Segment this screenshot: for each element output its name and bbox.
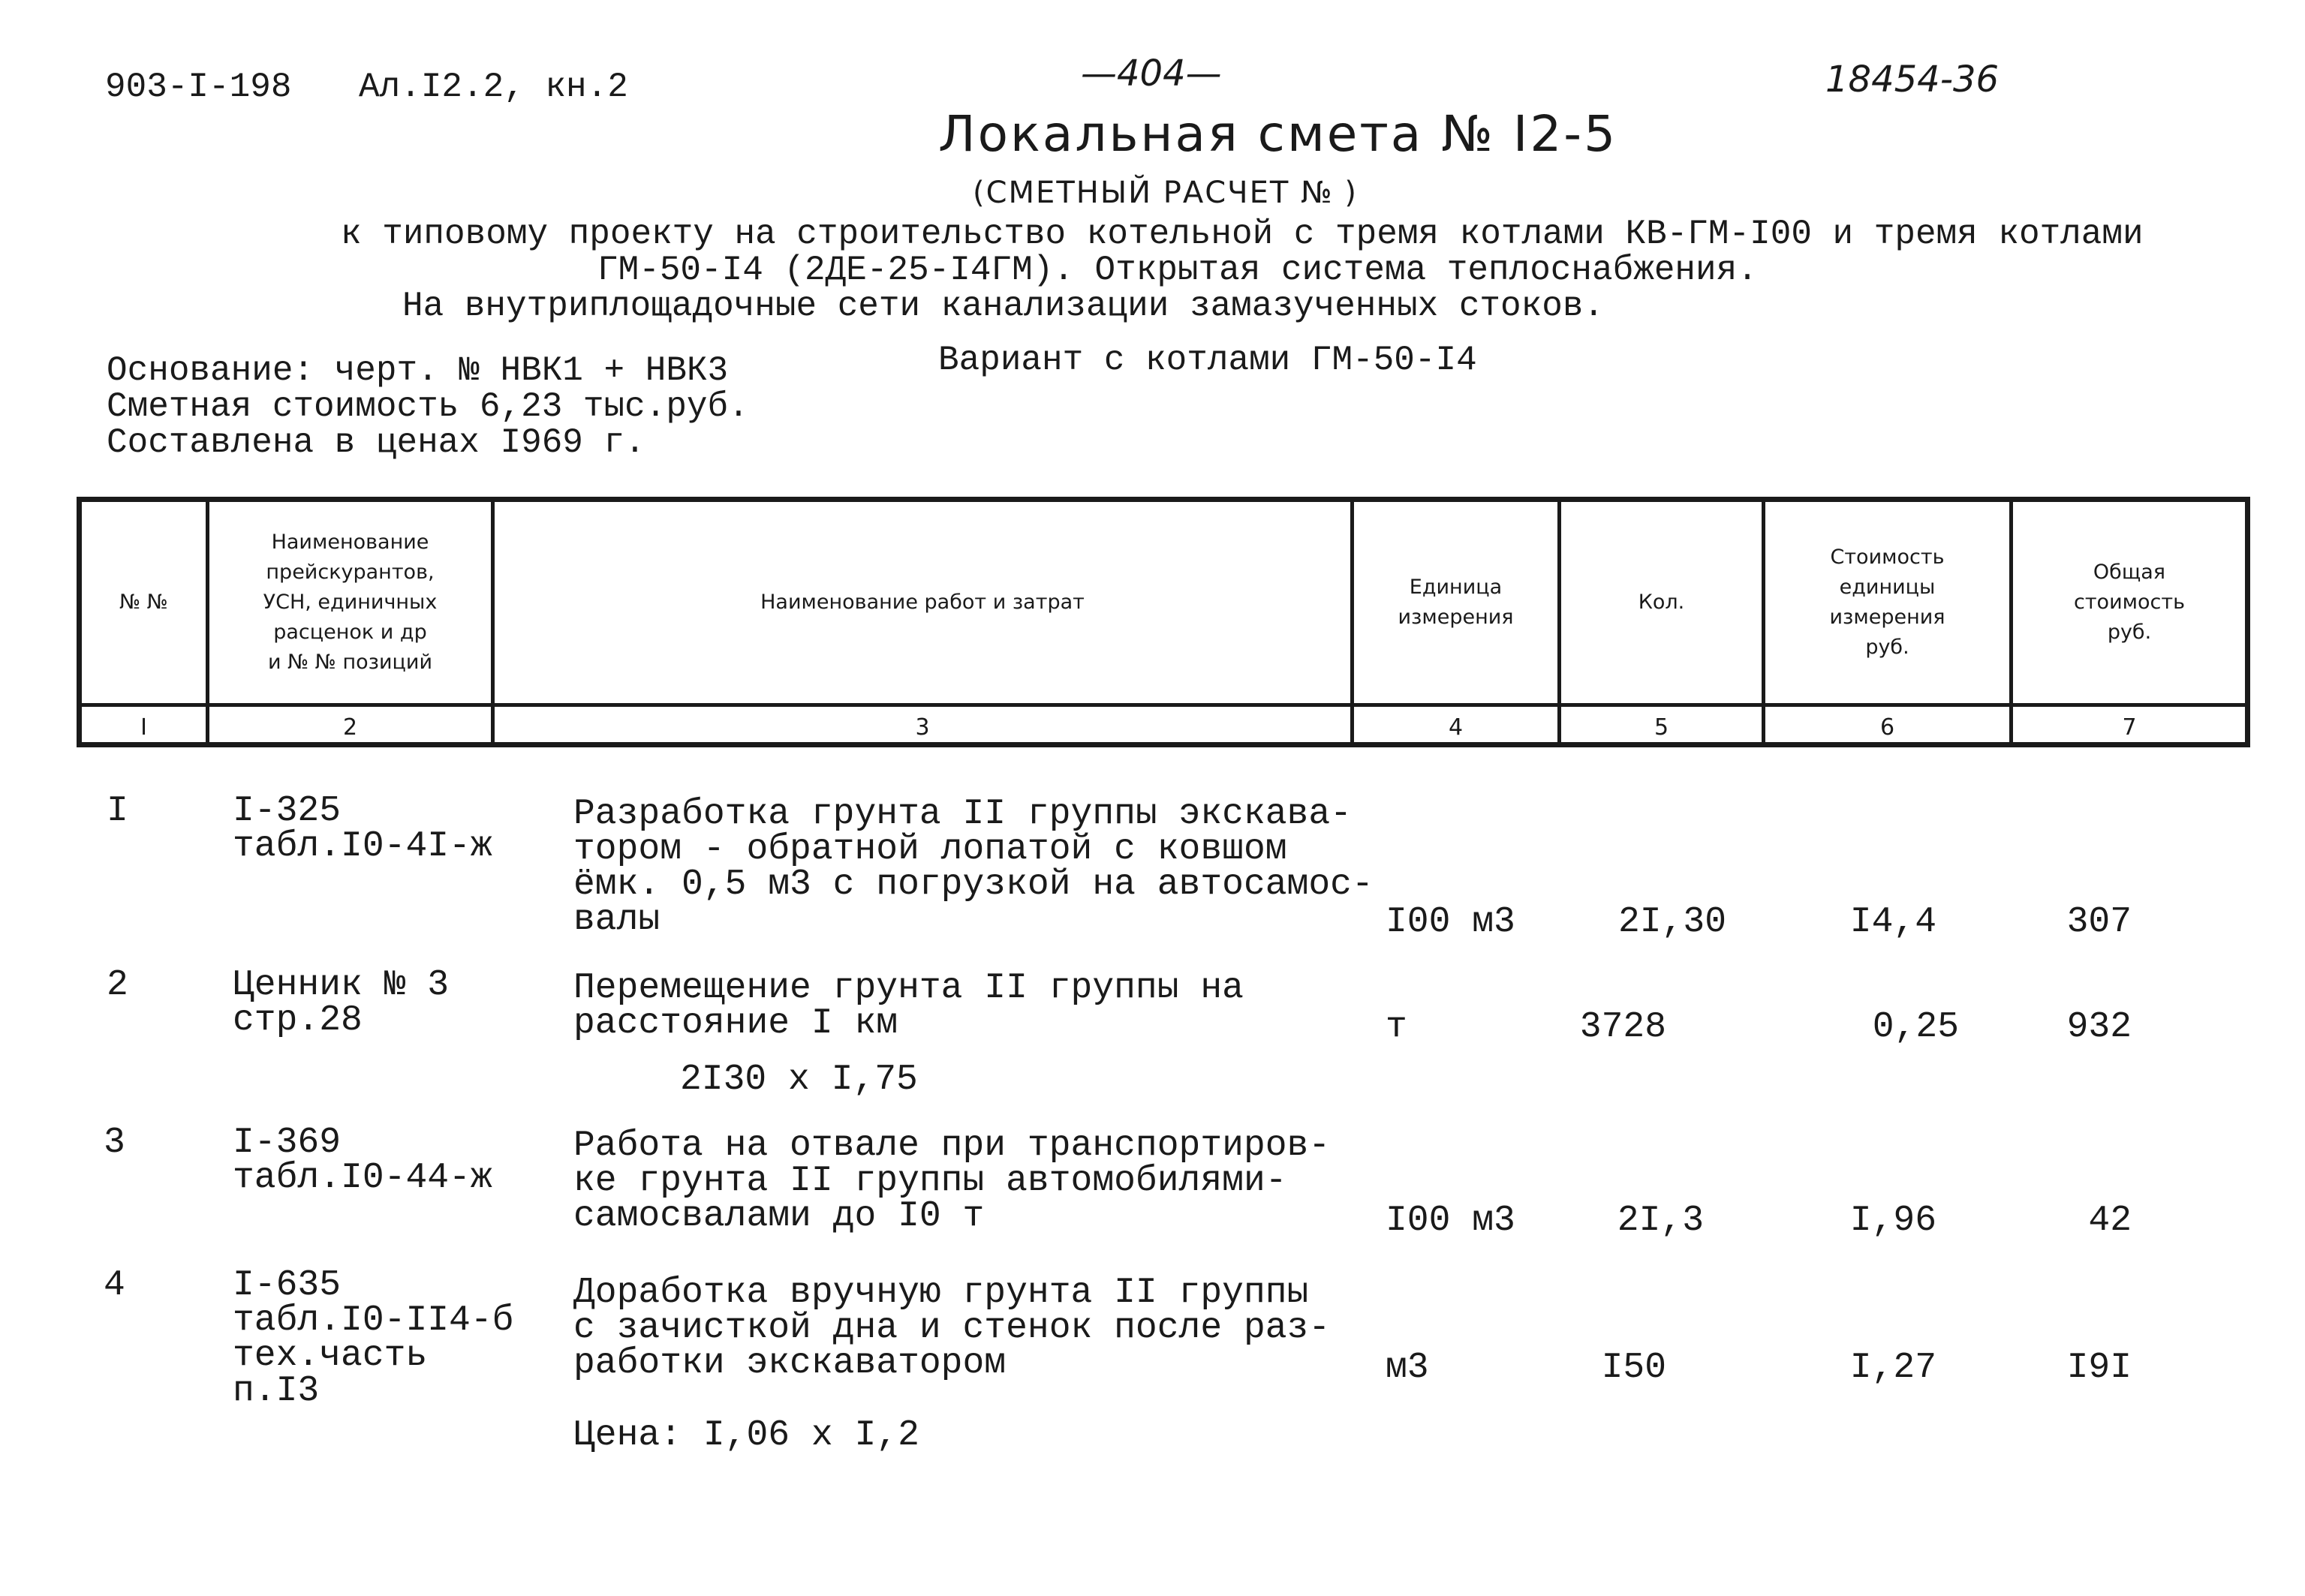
row-1-unit: I00 м3 xyxy=(1386,902,1515,942)
sheet-reference: Ал.I2.2, кн.2 xyxy=(359,68,628,107)
header-quantity: Кол. xyxy=(1638,591,1685,614)
row-3-number: 3 xyxy=(104,1123,125,1163)
header-total-cost: Общая стоимость руб. xyxy=(2073,561,2185,644)
row-2-reference: Ценник № 3 стр.28 xyxy=(233,965,450,1041)
row-4-note: Цена: I,06 х I,2 xyxy=(573,1415,919,1456)
project-description-line-1: к типовому проекту на строительство котельной с тремя котлами КВ-ГМ-I00 и тремя котлами xyxy=(341,215,2144,254)
row-2-total: 932 xyxy=(2066,1007,2132,1047)
row-4-reference: I-635 табл.I0-II4-б тех.часть п.I3 xyxy=(233,1265,514,1411)
basis-line: Основание: черт. № НВК1 + НВК3 xyxy=(107,351,729,390)
header-unit: Единица измерения xyxy=(1398,576,1514,629)
project-description-line-3: На внутриплощадочные сети канализации замазученных стоков. xyxy=(402,287,1605,326)
variant-line: Вариант с котлами ГМ-50-I4 xyxy=(938,341,1477,380)
row-1-quantity: 2I,30 xyxy=(1617,902,1726,942)
row-1-unit-cost: I4,4 xyxy=(1849,902,1936,942)
estimate-subtitle: (СМЕТНЫЙ РАСЧЕТ № ) xyxy=(973,176,1358,210)
column-number-4: 4 xyxy=(1448,714,1464,741)
column-number-7: 7 xyxy=(2122,714,2137,741)
estimate-table-header xyxy=(77,497,2250,747)
row-4-unit-cost: I,27 xyxy=(1849,1348,1936,1388)
row-2-number: 2 xyxy=(107,965,128,1005)
row-2-note: 2I30 х I,75 xyxy=(680,1059,918,1100)
row-4-quantity: I50 xyxy=(1601,1348,1666,1388)
row-1-work: Разработка грунта II группы экскава- тором - обратной лопатой с ковшом ёмк. 0,5 м3 с погрузкой на автосамос- валы xyxy=(573,794,1374,940)
row-3-unit: I00 м3 xyxy=(1386,1201,1515,1241)
row-4-total: I9I xyxy=(2066,1348,2132,1388)
row-4-number: 4 xyxy=(104,1265,125,1306)
column-number-6: 6 xyxy=(1879,714,1895,741)
row-1-total: 307 xyxy=(2066,902,2132,942)
header-unit-cost: Стоимость единицы измерения руб. xyxy=(1829,546,1945,659)
row-3-reference: I-369 табл.I0-44-ж xyxy=(233,1123,492,1198)
row-3-work: Работа на отвале при транспортиров- ке грунта II группы автомобилями- самосвалами до I0 т xyxy=(573,1126,1331,1237)
page-number: —404— xyxy=(1081,53,1222,95)
document-code: 903-I-198 xyxy=(105,68,292,107)
row-3-quantity: 2I,3 xyxy=(1617,1201,1704,1241)
row-2-unit-cost: 0,25 xyxy=(1872,1007,1959,1047)
project-description-line-2: ГМ-50-I4 (2ДЕ-25-I4ГМ). Открытая система теплоснабжения. xyxy=(597,251,1758,290)
row-2-unit: т xyxy=(1386,1007,1407,1047)
column-number-2: 2 xyxy=(342,714,358,741)
header-work-description: Наименование работ и затрат xyxy=(760,591,1085,614)
row-1-number: I xyxy=(107,791,128,831)
row-2-work: Перемещение грунта II группы на расстояние I км xyxy=(573,968,1244,1044)
row-3-unit-cost: I,96 xyxy=(1849,1201,1936,1241)
row-3-total: 42 xyxy=(2088,1201,2132,1241)
header-row-number: № № xyxy=(119,591,168,614)
column-number-3: 3 xyxy=(915,714,930,741)
estimated-cost-line: Сметная стоимость 6,23 тыс.руб. xyxy=(107,387,749,426)
header-price-reference: Наименование прейскурантов, УСН, единичных расценок и др и № № позиций xyxy=(263,530,438,674)
column-number-1: I xyxy=(140,714,147,741)
page-title: Локальная смета № I2-5 xyxy=(938,105,1618,163)
row-4-work: Доработка вручную грунта II группы с зачисткой дна и стенок после раз- работки экскаватором xyxy=(573,1273,1331,1384)
price-level-line: Составлена в ценах I969 г. xyxy=(107,423,645,462)
row-4-unit: м3 xyxy=(1386,1348,1429,1388)
row-1-reference: I-325 табл.I0-4I-ж xyxy=(233,791,492,867)
row-2-quantity: 3728 xyxy=(1579,1007,1666,1047)
archive-number: 18454-36 xyxy=(1825,59,2000,101)
column-number-5: 5 xyxy=(1654,714,1669,741)
